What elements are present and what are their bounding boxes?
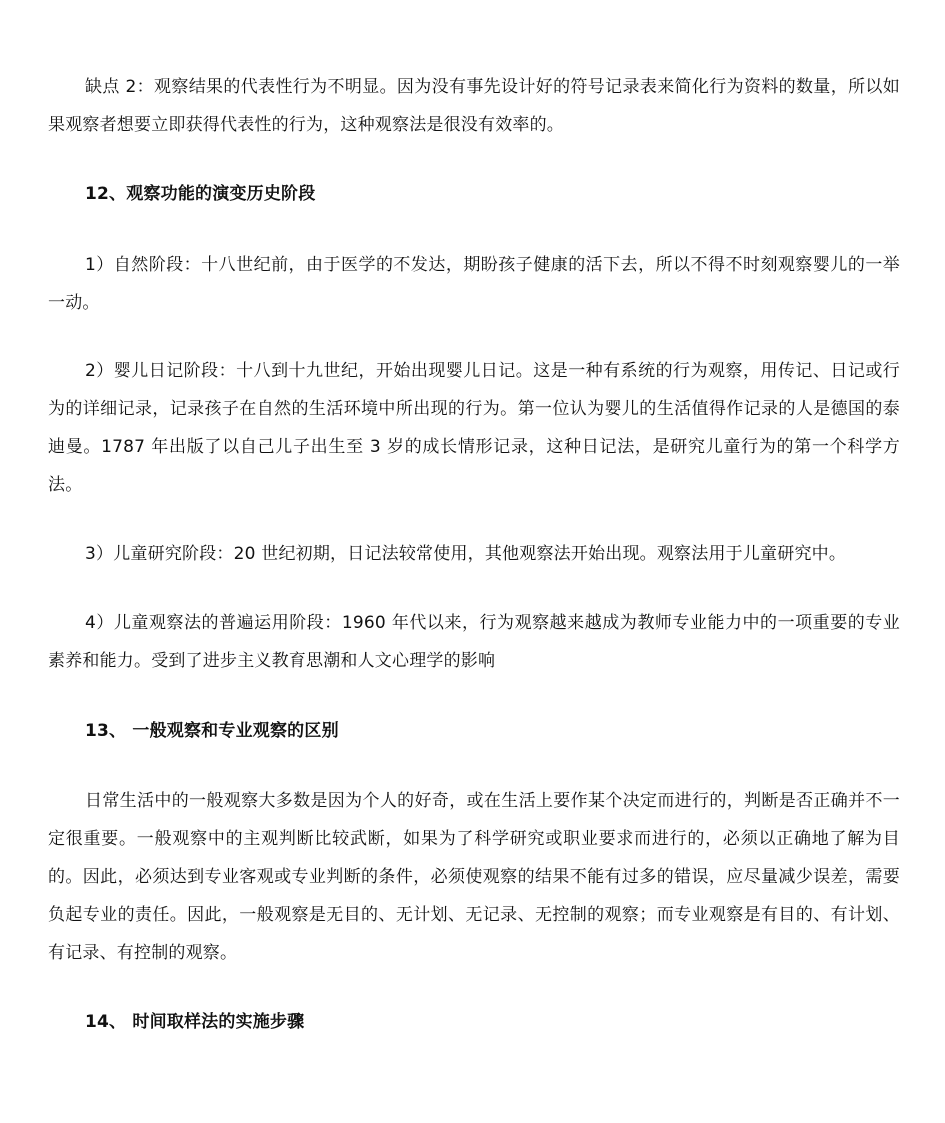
heading-section-13: 13、 一般观察和专业观察的区别: [85, 721, 339, 741]
paragraph-stage-2: 2）婴儿日记阶段：十八到十九世纪，开始出现婴儿日记。这是一种有系统的行为观察，用传记、日记或行为的详细记录，记录孩子在自然的生活环境中所出现的行为。第一位认为婴儿的生活值得作记录的人是德国的泰迪曼。1787 年出版了以自己儿子出生至 3 岁的成长情形记录，这种日记法，是研究儿童行为的第一个科学方法。: [48, 361, 900, 495]
paragraph-stage-3: 3）儿童研究阶段：20 世纪初期，日记法较常使用，其他观察法开始出现。观察法用于儿童研究中。: [85, 544, 847, 564]
heading-section-12: 12、观察功能的演变历史阶段: [85, 184, 316, 204]
paragraph-stage-1: 1）自然阶段：十八世纪前，由于医学的不发达，期盼孩子健康的活下去，所以不得不时刻观察婴儿的一举一动。: [48, 255, 900, 313]
paragraph-stage-4: 4）儿童观察法的普遍运用阶段：1960 年代以来，行为观察越来越成为教师专业能力中的一项重要的专业素养和能力。受到了进步主义教育思潮和人文心理学的影响: [48, 613, 900, 671]
heading-section-14: 14、 时间取样法的实施步骤: [85, 1012, 305, 1032]
paragraph-drawback-2: 缺点 2：观察结果的代表性行为不明显。因为没有事先设计好的符号记录表来简化行为资料的数量，所以如果观察者想要立即获得代表性的行为，这种观察法是很没有效率的。: [48, 77, 900, 135]
paragraph-general-vs-professional: 日常生活中的一般观察大多数是因为个人的好奇，或在生活上要作某个决定而进行的，判断是否正确并不一定很重要。一般观察中的主观判断比较武断，如果为了科学研究或职业要求而进行的，必须以正确地了解为目的。因此，必须达到专业客观或专业判断的条件，必须使观察的结果不能有过多的错误，应尽量减少误差，需要负起专业的责任。因此，一般观察是无目的、无计划、无记录、无控制的观察；而专业观察是有目的、有计划、有记录、有控制的观察。: [48, 791, 900, 963]
